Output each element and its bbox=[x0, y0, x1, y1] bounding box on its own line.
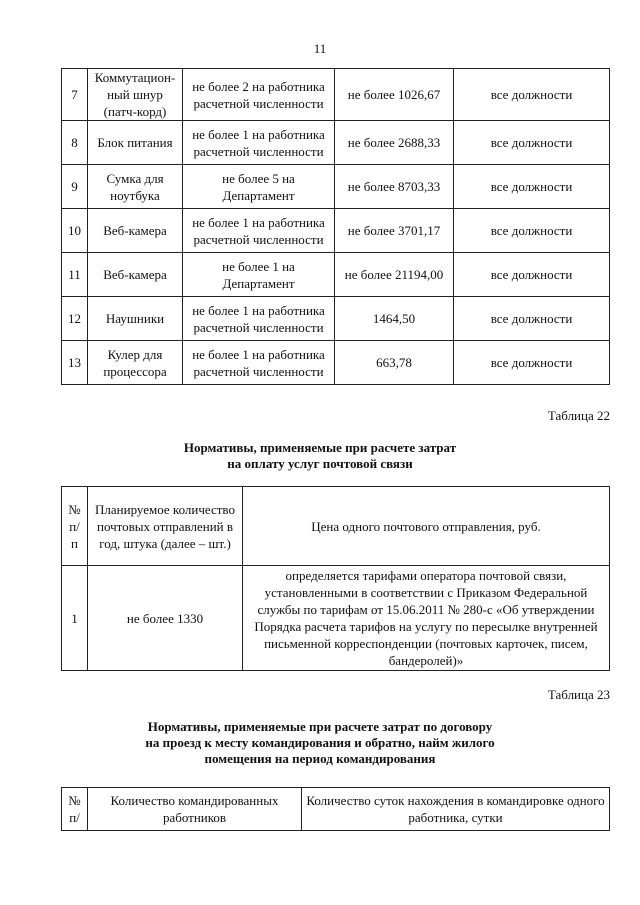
table23-heading-line3: помещения на период командирования bbox=[204, 751, 436, 766]
item-positions: все должности bbox=[454, 69, 610, 121]
item-quantity: не более 5 на Департамент bbox=[183, 165, 335, 209]
header-num: № п/ bbox=[62, 788, 88, 831]
table23-caption: Таблица 23 bbox=[547, 687, 610, 702]
table22-caption: Таблица 22 bbox=[547, 408, 610, 423]
item-quantity: не более 1 на работника расчетной численности bbox=[183, 297, 335, 341]
row-num: 13 bbox=[62, 341, 88, 385]
item-positions: все должности bbox=[454, 253, 610, 297]
item-name: Блок питания bbox=[88, 121, 183, 165]
item-name: Коммутацион-ный шнур (патч-корд) bbox=[88, 69, 183, 121]
item-price: не более 21194,00 bbox=[335, 253, 454, 297]
item-quantity: не более 2 на работника расчетной численности bbox=[183, 69, 335, 121]
item-price: не более 1026,67 bbox=[335, 69, 454, 121]
table-row bbox=[62, 341, 610, 385]
row-num: 10 bbox=[62, 209, 88, 253]
equipment-table bbox=[61, 68, 610, 385]
item-positions: все должности bbox=[454, 341, 610, 385]
row-num: 11 bbox=[62, 253, 88, 297]
item-positions: все должности bbox=[454, 209, 610, 253]
table22-heading-line1: Нормативы, применяемые при расчете затрат bbox=[183, 440, 457, 455]
item-quantity: не более 1 на работника расчетной численности bbox=[183, 341, 335, 385]
item-price: 663,78 bbox=[335, 341, 454, 385]
item-name: Веб-камера bbox=[88, 253, 183, 297]
item-price: не более 2688,33 bbox=[335, 121, 454, 165]
header-price: Цена одного почтового отправления, руб. bbox=[243, 487, 610, 566]
table-header-row bbox=[62, 487, 610, 566]
table-row bbox=[62, 209, 610, 253]
table23-heading-line2: на проезд к месту командирования и обратно, найм жилого bbox=[145, 735, 495, 750]
item-price: 1464,50 bbox=[335, 297, 454, 341]
table22-heading-line2: на оплату услуг почтовой связи bbox=[227, 456, 413, 471]
table-row bbox=[62, 297, 610, 341]
item-name: Веб-камера bbox=[88, 209, 183, 253]
header-num: № п/ п bbox=[62, 487, 88, 566]
row-num: 12 bbox=[62, 297, 88, 341]
table-row bbox=[62, 165, 610, 209]
item-positions: все должности bbox=[454, 121, 610, 165]
item-name: Сумка для ноутбука bbox=[88, 165, 183, 209]
table23-heading-line1: Нормативы, применяемые при расчете затрат по договору bbox=[147, 719, 493, 734]
item-quantity: не более 1 на Департамент bbox=[183, 253, 335, 297]
item-positions: все должности bbox=[454, 165, 610, 209]
item-positions: все должности bbox=[454, 297, 610, 341]
row-num: 7 bbox=[62, 69, 88, 121]
item-price: не более 8703,33 bbox=[335, 165, 454, 209]
header-quantity: Планируемое количество почтовых отправлений в год, штука (далее – шт.) bbox=[88, 487, 243, 566]
item-name: Кулер для процессора bbox=[88, 341, 183, 385]
page-number: 11 bbox=[313, 41, 327, 56]
header-workers: Количество командированных работников bbox=[88, 788, 302, 831]
row-num: 8 bbox=[62, 121, 88, 165]
row-num: 1 bbox=[62, 566, 88, 671]
table-row bbox=[62, 69, 610, 121]
row-quantity: не более 1330 bbox=[88, 566, 243, 671]
header-days: Количество суток нахождения в командировке одного работника, сутки bbox=[302, 788, 610, 831]
item-name: Наушники bbox=[88, 297, 183, 341]
postal-table bbox=[61, 486, 610, 671]
business-trip-table bbox=[61, 787, 610, 831]
row-price: определяется тарифами оператора почтовой связи, установленными в соответствии с Приказом Федеральной службы по тарифам от 15.06.2011 № 280-с «Об утверждении Порядка расчета тарифов на услугу по пересылке внутренней письменной корреспонденции (почтовых карточек, писем, бандеролей)» bbox=[243, 566, 610, 671]
row-num: 9 bbox=[62, 165, 88, 209]
table-row bbox=[62, 566, 610, 671]
table-row bbox=[62, 121, 610, 165]
table-row bbox=[62, 253, 610, 297]
item-quantity: не более 1 на работника расчетной численности bbox=[183, 121, 335, 165]
table-header-row bbox=[62, 788, 610, 831]
item-price: не более 3701,17 bbox=[335, 209, 454, 253]
item-quantity: не более 1 на работника расчетной численности bbox=[183, 209, 335, 253]
